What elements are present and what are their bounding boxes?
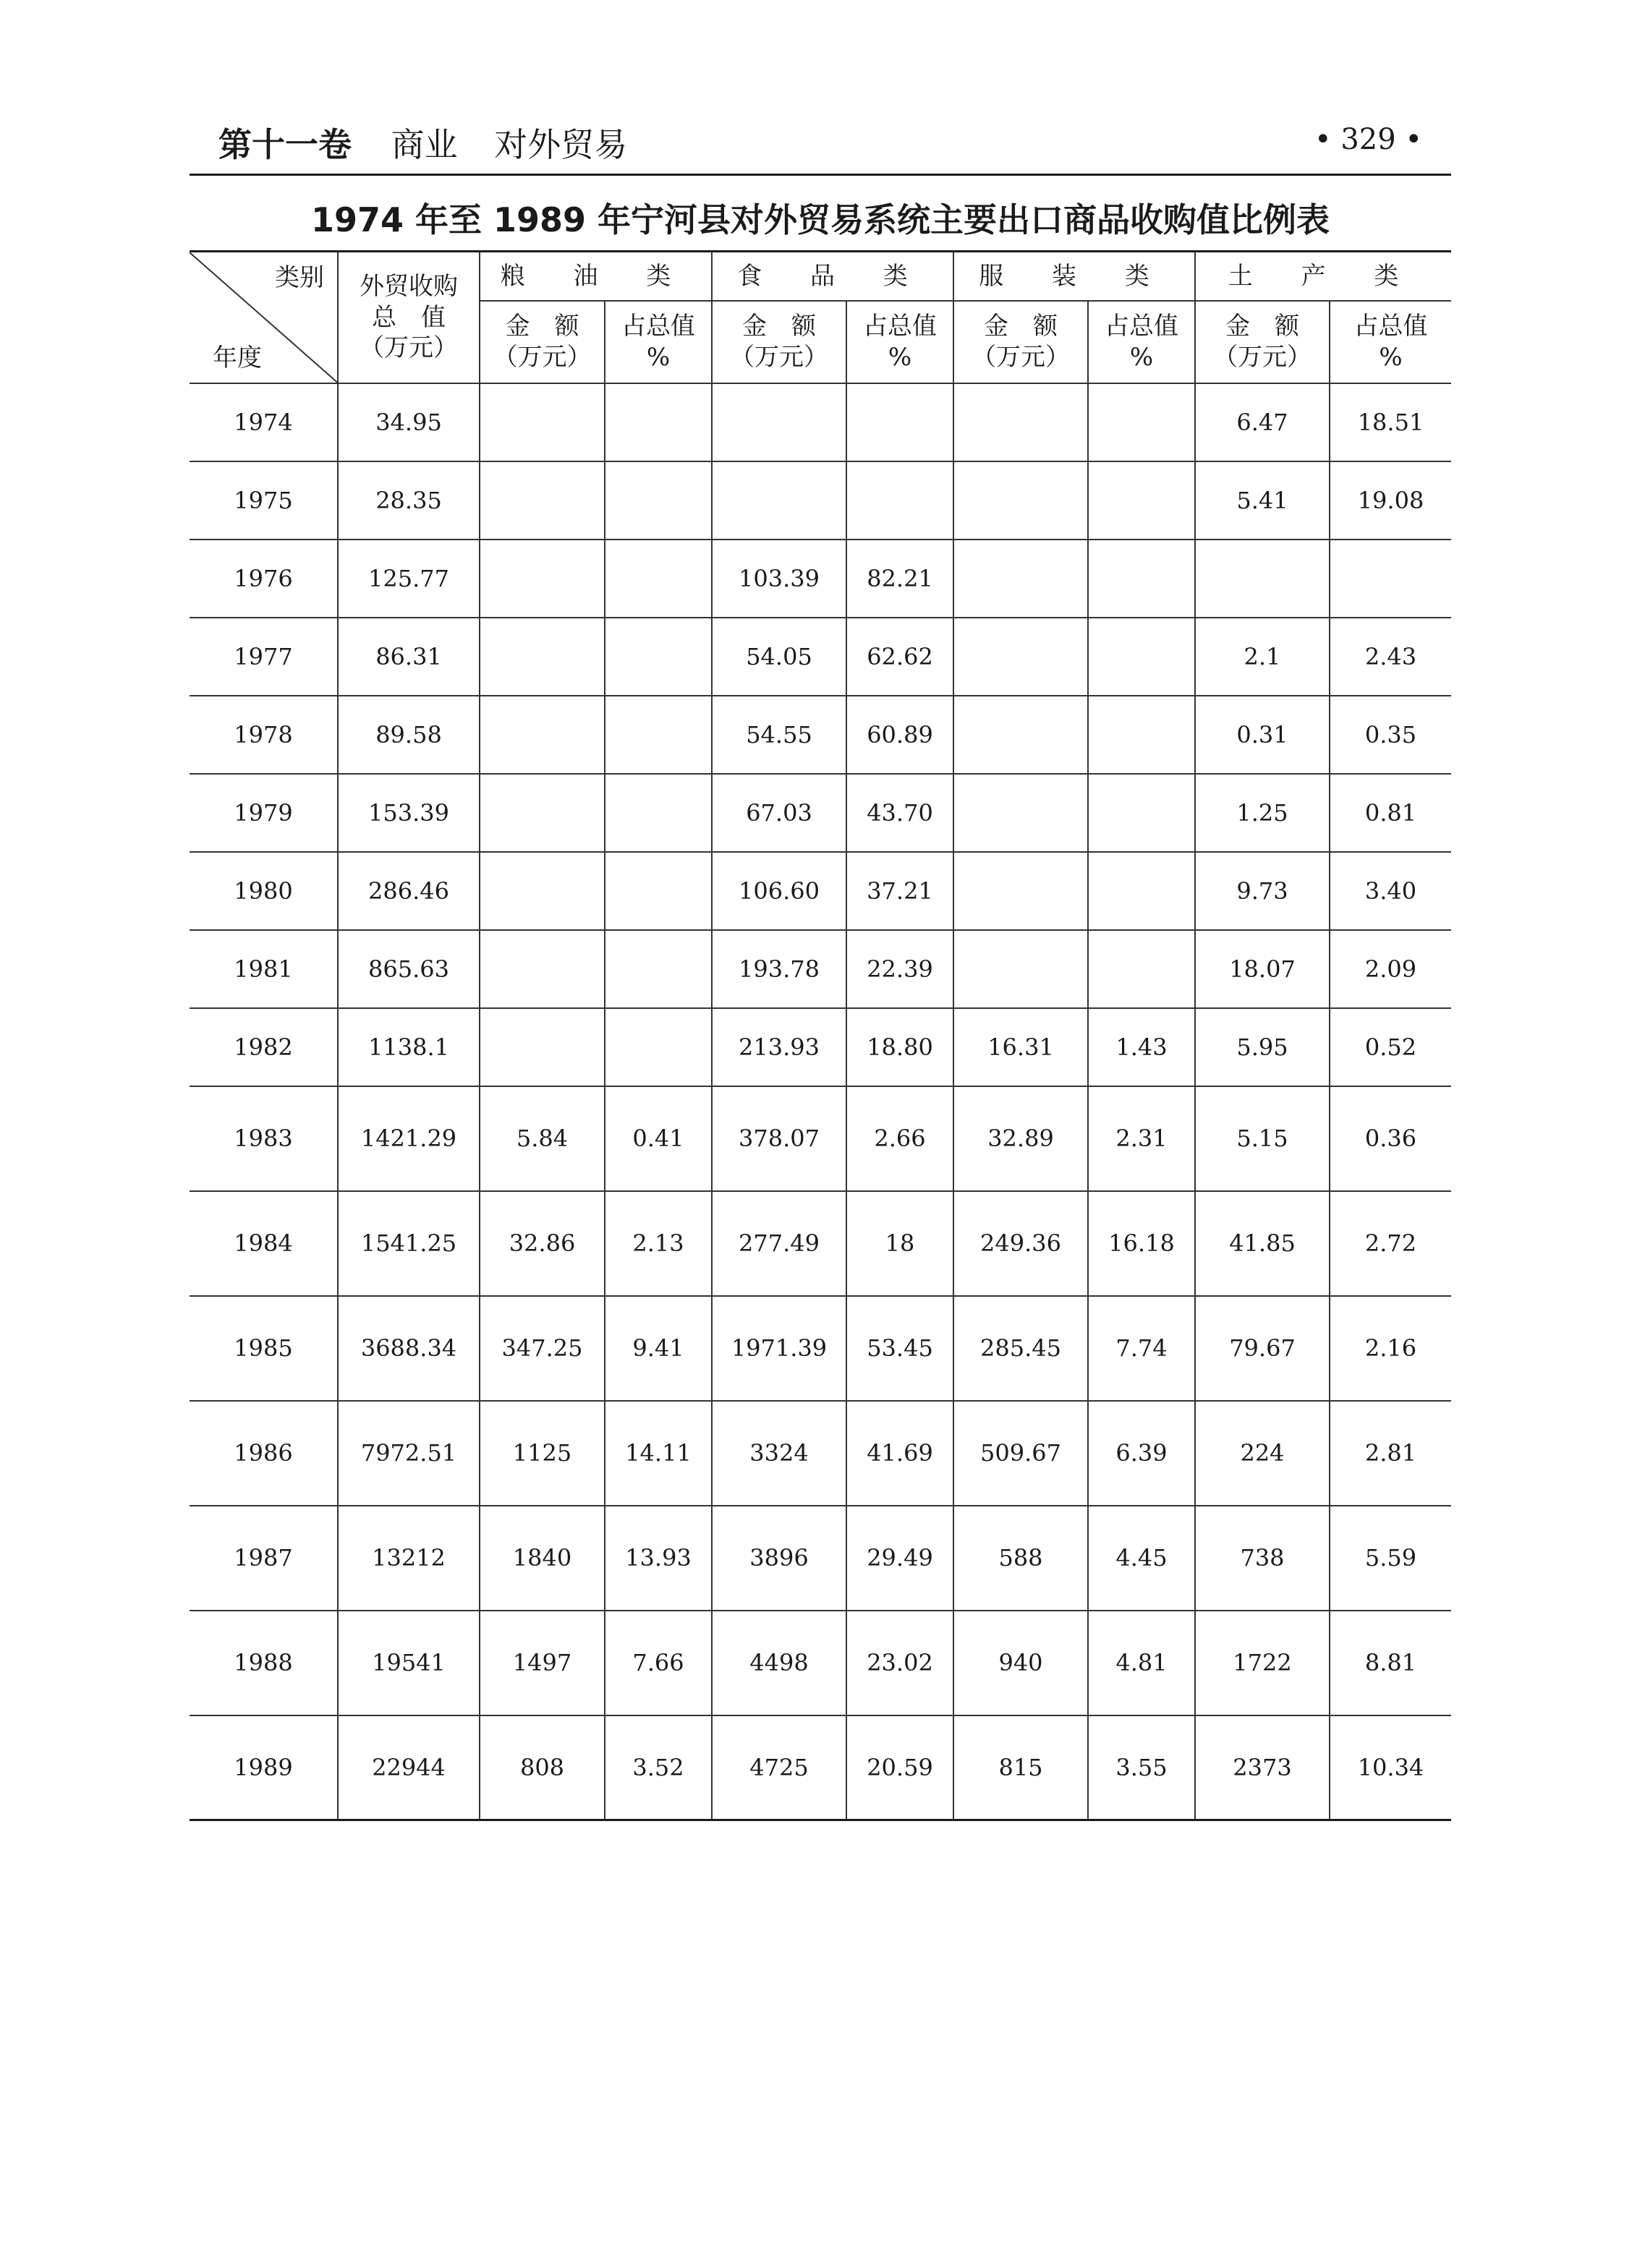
total-value-cell: 1421.29 (338, 1086, 480, 1191)
table-row (190, 461, 1451, 540)
native-amount-cell: 224 (1195, 1401, 1330, 1506)
food-share-cell (846, 383, 953, 461)
native-amount-cell: 1.25 (1195, 774, 1330, 852)
food-share-cell: 62.62 (846, 618, 953, 696)
clothing-share-cell: 4.81 (1088, 1611, 1195, 1715)
total-value-cell: 7972.51 (338, 1401, 480, 1506)
group-header-native-produce: 土 产 类 (1195, 252, 1451, 301)
native-share-cell: 0.52 (1330, 1008, 1451, 1086)
clothing-amount-cell (953, 618, 1088, 696)
food-share-cell: 22.39 (846, 930, 953, 1008)
grain-share-cell (605, 1008, 712, 1086)
running-head (218, 119, 627, 166)
table-body (190, 383, 1451, 1820)
grain-share-cell (605, 540, 712, 618)
native-amount-cell: 5.15 (1195, 1086, 1330, 1191)
native-share-cell: 18.51 (1330, 383, 1451, 461)
grain-amount-cell: 1125 (480, 1401, 605, 1506)
amount-header: 金 额 （万元） (712, 301, 846, 383)
native-share-cell: 5.59 (1330, 1506, 1451, 1611)
native-amount-cell: 41.85 (1195, 1191, 1330, 1296)
clothing-amount-cell (953, 930, 1088, 1008)
grain-amount-cell: 1840 (480, 1506, 605, 1611)
grain-amount-cell (480, 696, 605, 774)
native-amount-cell (1195, 540, 1330, 618)
clothing-amount-cell: 588 (953, 1506, 1088, 1611)
native-amount-cell: 18.07 (1195, 930, 1330, 1008)
food-amount-cell: 213.93 (712, 1008, 846, 1086)
native-amount-cell: 1722 (1195, 1611, 1330, 1715)
food-share-cell (846, 461, 953, 540)
grain-amount-cell (480, 930, 605, 1008)
grain-share-cell: 14.11 (605, 1401, 712, 1506)
grain-amount-cell: 1497 (480, 1611, 605, 1715)
group-header-food: 食 品 类 (712, 252, 953, 301)
food-share-cell: 43.70 (846, 774, 953, 852)
food-amount-cell: 54.05 (712, 618, 846, 696)
page-header (190, 108, 1451, 176)
native-share-cell: 3.40 (1330, 852, 1451, 930)
table-row (190, 540, 1451, 618)
food-share-cell: 18 (846, 1191, 953, 1296)
grain-amount-cell (480, 1008, 605, 1086)
food-amount-cell (712, 383, 846, 461)
clothing-amount-cell: 32.89 (953, 1086, 1088, 1191)
clothing-share-cell: 7.74 (1088, 1296, 1195, 1401)
clothing-amount-cell (953, 852, 1088, 930)
year-cell: 1987 (190, 1506, 338, 1611)
native-share-cell: 2.81 (1330, 1401, 1451, 1506)
grain-amount-cell: 347.25 (480, 1296, 605, 1401)
year-cell: 1980 (190, 852, 338, 930)
grain-amount-cell (480, 461, 605, 540)
table-row (190, 1296, 1451, 1401)
grain-share-cell (605, 774, 712, 852)
food-amount-cell: 1971.39 (712, 1296, 846, 1401)
food-share-cell: 41.69 (846, 1401, 953, 1506)
category-label: 类别 (275, 263, 324, 292)
year-cell: 1986 (190, 1401, 338, 1506)
table-row (190, 1086, 1451, 1191)
clothing-share-cell (1088, 618, 1195, 696)
grain-amount-cell (480, 774, 605, 852)
grain-share-cell: 3.52 (605, 1715, 712, 1820)
food-amount-cell: 378.07 (712, 1086, 846, 1191)
grain-amount-cell: 5.84 (480, 1086, 605, 1191)
food-amount-cell: 103.39 (712, 540, 846, 618)
year-cell: 1984 (190, 1191, 338, 1296)
grain-share-cell: 7.66 (605, 1611, 712, 1715)
total-value-cell: 28.35 (338, 461, 480, 540)
food-amount-cell: 3324 (712, 1401, 846, 1506)
table-row (190, 852, 1451, 930)
grain-share-cell (605, 618, 712, 696)
native-amount-cell: 5.95 (1195, 1008, 1330, 1086)
table-row (190, 1401, 1451, 1506)
year-cell: 1985 (190, 1296, 338, 1401)
total-value-cell: 22944 (338, 1715, 480, 1820)
food-share-cell: 2.66 (846, 1086, 953, 1191)
clothing-share-cell (1088, 383, 1195, 461)
table-row (190, 1715, 1451, 1820)
clothing-amount-cell: 940 (953, 1611, 1088, 1715)
clothing-share-cell: 1.43 (1088, 1008, 1195, 1086)
food-share-cell: 20.59 (846, 1715, 953, 1820)
native-share-cell: 2.16 (1330, 1296, 1451, 1401)
total-value-cell: 1138.1 (338, 1008, 480, 1086)
year-cell: 1977 (190, 618, 338, 696)
clothing-share-cell (1088, 852, 1195, 930)
grain-share-cell: 2.13 (605, 1191, 712, 1296)
clothing-amount-cell: 16.31 (953, 1008, 1088, 1086)
food-share-cell: 60.89 (846, 696, 953, 774)
food-amount-cell (712, 461, 846, 540)
native-amount-cell: 2373 (1195, 1715, 1330, 1820)
food-amount-cell: 106.60 (712, 852, 846, 930)
group-header-grain-oil: 粮 油 类 (480, 252, 712, 301)
food-amount-cell: 4725 (712, 1715, 846, 1820)
clothing-share-cell: 6.39 (1088, 1401, 1195, 1506)
total-value-cell: 3688.34 (338, 1296, 480, 1401)
year-cell: 1983 (190, 1086, 338, 1191)
clothing-amount-cell: 509.67 (953, 1401, 1088, 1506)
native-share-cell: 19.08 (1330, 461, 1451, 540)
share-header: 占总值 % (605, 301, 712, 383)
grain-share-cell (605, 696, 712, 774)
clothing-amount-cell: 815 (953, 1715, 1088, 1820)
native-share-cell: 2.09 (1330, 930, 1451, 1008)
page-number: • 329 • (1314, 123, 1422, 156)
grain-share-cell (605, 461, 712, 540)
food-amount-cell: 277.49 (712, 1191, 846, 1296)
grain-share-cell (605, 930, 712, 1008)
group-header-clothing: 服 装 类 (953, 252, 1195, 301)
subsection-label: 对外贸易 (494, 125, 628, 164)
food-share-cell: 53.45 (846, 1296, 953, 1401)
table-row (190, 383, 1451, 461)
food-amount-cell: 67.03 (712, 774, 846, 852)
food-share-cell: 29.49 (846, 1506, 953, 1611)
clothing-share-cell (1088, 774, 1195, 852)
table-row (190, 1611, 1451, 1715)
native-share-cell: 2.43 (1330, 618, 1451, 696)
clothing-share-cell: 16.18 (1088, 1191, 1195, 1296)
food-share-cell: 23.02 (846, 1611, 953, 1715)
native-share-cell: 2.72 (1330, 1191, 1451, 1296)
table-row (190, 1008, 1451, 1086)
grain-share-cell (605, 383, 712, 461)
native-share-cell: 0.35 (1330, 696, 1451, 774)
total-value-cell: 86.31 (338, 618, 480, 696)
food-share-cell: 18.80 (846, 1008, 953, 1086)
grain-amount-cell (480, 618, 605, 696)
clothing-share-cell (1088, 696, 1195, 774)
grain-amount-cell: 808 (480, 1715, 605, 1820)
native-share-cell: 8.81 (1330, 1611, 1451, 1715)
total-value-cell: 89.58 (338, 696, 480, 774)
grain-amount-cell (480, 540, 605, 618)
clothing-share-cell (1088, 461, 1195, 540)
grain-share-cell: 13.93 (605, 1506, 712, 1611)
clothing-amount-cell (953, 461, 1088, 540)
total-value-cell: 13212 (338, 1506, 480, 1611)
table-row (190, 618, 1451, 696)
clothing-amount-cell: 285.45 (953, 1296, 1088, 1401)
share-header: 占总值 % (1330, 301, 1451, 383)
year-cell: 1988 (190, 1611, 338, 1715)
volume-label: 第十一卷 (218, 125, 352, 164)
year-cell: 1989 (190, 1715, 338, 1820)
year-cell: 1982 (190, 1008, 338, 1086)
native-amount-cell: 738 (1195, 1506, 1330, 1611)
table-row (190, 696, 1451, 774)
year-cell: 1981 (190, 930, 338, 1008)
export-value-table (190, 250, 1451, 1821)
table-row (190, 774, 1451, 852)
clothing-amount-cell (953, 383, 1088, 461)
year-cell: 1976 (190, 540, 338, 618)
corner-header-cell (190, 252, 338, 383)
grain-share-cell (605, 852, 712, 930)
table-row (190, 1191, 1451, 1296)
grain-share-cell: 0.41 (605, 1086, 712, 1191)
food-amount-cell: 4498 (712, 1611, 846, 1715)
clothing-share-cell (1088, 540, 1195, 618)
year-cell: 1974 (190, 383, 338, 461)
native-share-cell: 0.36 (1330, 1086, 1451, 1191)
share-header: 占总值 % (1088, 301, 1195, 383)
amount-header: 金 额 （万元） (1195, 301, 1330, 383)
section-label: 商业 (391, 125, 458, 164)
amount-header: 金 额 （万元） (480, 301, 605, 383)
clothing-amount-cell: 249.36 (953, 1191, 1088, 1296)
amount-header: 金 额 （万元） (953, 301, 1088, 383)
native-share-cell: 10.34 (1330, 1715, 1451, 1820)
total-value-cell: 286.46 (338, 852, 480, 930)
grain-share-cell: 9.41 (605, 1296, 712, 1401)
clothing-share-cell: 4.45 (1088, 1506, 1195, 1611)
table-title: 1974 年至 1989 年宁河县对外贸易系统主要出口商品收购值比例表 (310, 200, 1330, 239)
clothing-amount-cell (953, 774, 1088, 852)
food-amount-cell: 3896 (712, 1506, 846, 1611)
native-amount-cell: 6.47 (1195, 383, 1330, 461)
food-amount-cell: 54.55 (712, 696, 846, 774)
clothing-amount-cell (953, 540, 1088, 618)
grain-amount-cell (480, 383, 605, 461)
total-value-cell: 153.39 (338, 774, 480, 852)
native-share-cell (1330, 540, 1451, 618)
clothing-share-cell: 2.31 (1088, 1086, 1195, 1191)
share-header: 占总值 % (846, 301, 953, 383)
total-value-cell: 1541.25 (338, 1191, 480, 1296)
native-amount-cell: 5.41 (1195, 461, 1330, 540)
food-share-cell: 82.21 (846, 540, 953, 618)
table-row (190, 1506, 1451, 1611)
native-amount-cell: 79.67 (1195, 1296, 1330, 1401)
clothing-amount-cell (953, 696, 1088, 774)
total-value-cell: 19541 (338, 1611, 480, 1715)
clothing-share-cell: 3.55 (1088, 1715, 1195, 1820)
native-amount-cell: 2.1 (1195, 618, 1330, 696)
year-cell: 1975 (190, 461, 338, 540)
native-amount-cell: 9.73 (1195, 852, 1330, 930)
grain-amount-cell: 32.86 (480, 1191, 605, 1296)
total-value-cell: 34.95 (338, 383, 480, 461)
food-amount-cell: 193.78 (712, 930, 846, 1008)
year-cell: 1979 (190, 774, 338, 852)
table-row (190, 930, 1451, 1008)
year-cell: 1978 (190, 696, 338, 774)
native-share-cell: 0.81 (1330, 774, 1451, 852)
year-label: 年度 (213, 344, 262, 372)
grain-amount-cell (480, 852, 605, 930)
native-amount-cell: 0.31 (1195, 696, 1330, 774)
total-value-header: 外贸收购 总 值 （万元） (338, 252, 480, 383)
total-value-cell: 865.63 (338, 930, 480, 1008)
food-share-cell: 37.21 (846, 852, 953, 930)
clothing-share-cell (1088, 930, 1195, 1008)
total-value-cell: 125.77 (338, 540, 480, 618)
